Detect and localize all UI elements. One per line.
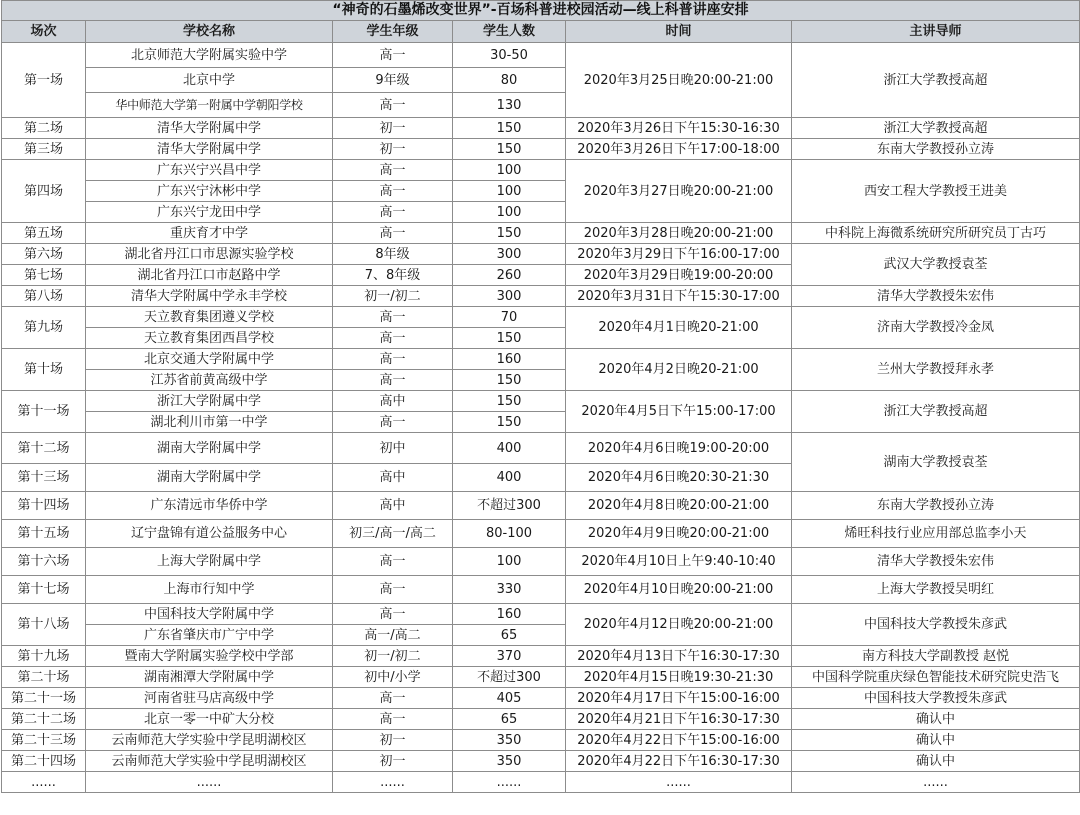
school-name: 天立教育集团遵义学校 xyxy=(86,307,333,328)
table-row xyxy=(2,751,1080,772)
speaker-name: 武汉大学教授袁荃 xyxy=(792,244,1080,286)
table-row xyxy=(2,604,1080,625)
school-name: 云南师范大学实验中学昆明湖校区 xyxy=(86,751,333,772)
student-grade: ...... xyxy=(333,772,453,793)
speaker-name: 湖南大学教授袁荃 xyxy=(792,433,1080,492)
speaker-name: 浙江大学教授高超 xyxy=(792,391,1080,433)
session-name: 第十七场 xyxy=(2,576,86,604)
session-time: 2020年4月6日晚20:30-21:30 xyxy=(566,464,792,492)
table-row xyxy=(2,391,1080,412)
school-name: 广东兴宁龙田中学 xyxy=(86,202,333,223)
session-name: 第九场 xyxy=(2,307,86,349)
speaker-name: 清华大学教授朱宏伟 xyxy=(792,548,1080,576)
table-row xyxy=(2,139,1080,160)
table-row xyxy=(2,688,1080,709)
student-count: 370 xyxy=(453,646,566,667)
student-count: 300 xyxy=(453,286,566,307)
student-grade: 7、8年级 xyxy=(333,265,453,286)
session-time: 2020年4月2日晚20-21:00 xyxy=(566,349,792,391)
session-time: 2020年4月1日晚20-21:00 xyxy=(566,307,792,349)
student-count: 160 xyxy=(453,349,566,370)
school-name: 湖北省丹江口市思源实验学校 xyxy=(86,244,333,265)
session-time: 2020年4月17日下午15:00-16:00 xyxy=(566,688,792,709)
column-header-count: 学生人数 xyxy=(453,21,566,43)
student-count: 350 xyxy=(453,751,566,772)
session-name: 第十四场 xyxy=(2,492,86,520)
table-row xyxy=(2,286,1080,307)
speaker-name: 中国科技大学教授朱彦武 xyxy=(792,688,1080,709)
session-time: 2020年3月26日下午15:30-16:30 xyxy=(566,118,792,139)
session-name: 第十六场 xyxy=(2,548,86,576)
school-name: 浙江大学附属中学 xyxy=(86,391,333,412)
speaker-name: 浙江大学教授高超 xyxy=(792,43,1080,118)
school-name: 湖南湘潭大学附属中学 xyxy=(86,667,333,688)
school-name: 广东兴宁兴昌中学 xyxy=(86,160,333,181)
school-name: 湖北省丹江口市赵路中学 xyxy=(86,265,333,286)
student-count: 400 xyxy=(453,464,566,492)
session-time: 2020年3月29日下午16:00-17:00 xyxy=(566,244,792,265)
session-time: 2020年3月26日下午17:00-18:00 xyxy=(566,139,792,160)
student-grade: 高一 xyxy=(333,688,453,709)
student-count: 330 xyxy=(453,576,566,604)
session-time: 2020年4月10日晚20:00-21:00 xyxy=(566,576,792,604)
column-header-time: 时间 xyxy=(566,21,792,43)
school-name: 清华大学附属中学 xyxy=(86,118,333,139)
student-count: 70 xyxy=(453,307,566,328)
column-header-school: 学校名称 xyxy=(86,21,333,43)
table-row xyxy=(2,667,1080,688)
session-name: 第二场 xyxy=(2,118,86,139)
page-title: “神奇的石墨烯改变世界”-百场科普进校园活动—线上科普讲座安排 xyxy=(2,1,1080,21)
table-row xyxy=(2,772,1080,793)
student-grade: 初三/高一/高二 xyxy=(333,520,453,548)
session-name: 第十三场 xyxy=(2,464,86,492)
speaker-name: 确认中 xyxy=(792,709,1080,730)
student-count: 130 xyxy=(453,93,566,118)
student-grade: 高一 xyxy=(333,604,453,625)
student-grade: 高一 xyxy=(333,349,453,370)
student-count: 100 xyxy=(453,160,566,181)
table-row xyxy=(2,349,1080,370)
student-grade: 初一 xyxy=(333,730,453,751)
school-name: 北京师范大学附属实验中学 xyxy=(86,43,333,68)
speaker-name: 济南大学教授冷金凤 xyxy=(792,307,1080,349)
student-grade: 高一 xyxy=(333,93,453,118)
table-row xyxy=(2,730,1080,751)
session-name: 第五场 xyxy=(2,223,86,244)
school-name: 江苏省前黄高级中学 xyxy=(86,370,333,391)
school-name: 辽宁盘锦有道公益服务中心 xyxy=(86,520,333,548)
student-count: 150 xyxy=(453,118,566,139)
student-count: ...... xyxy=(453,772,566,793)
student-grade: 初一/初二 xyxy=(333,286,453,307)
session-name: ...... xyxy=(2,772,86,793)
school-name: 华中师范大学第一附属中学朝阳学校 xyxy=(86,93,333,118)
column-header-speaker: 主讲导师 xyxy=(792,21,1080,43)
session-name: 第十九场 xyxy=(2,646,86,667)
school-name: 北京中学 xyxy=(86,68,333,93)
student-count: 100 xyxy=(453,202,566,223)
school-name: 广东兴宁沐彬中学 xyxy=(86,181,333,202)
student-count: 150 xyxy=(453,370,566,391)
session-time: 2020年4月21日下午16:30-17:30 xyxy=(566,709,792,730)
speaker-name: 清华大学教授朱宏伟 xyxy=(792,286,1080,307)
student-count: 100 xyxy=(453,548,566,576)
student-count: 150 xyxy=(453,139,566,160)
column-header-session: 场次 xyxy=(2,21,86,43)
student-count: 100 xyxy=(453,181,566,202)
school-name: 北京交通大学附属中学 xyxy=(86,349,333,370)
student-grade: 9年级 xyxy=(333,68,453,93)
student-grade: 初中/小学 xyxy=(333,667,453,688)
student-grade: 初一/初二 xyxy=(333,646,453,667)
session-name: 第十场 xyxy=(2,349,86,391)
session-time: 2020年4月15日晚19:30-21:30 xyxy=(566,667,792,688)
table-row xyxy=(2,520,1080,548)
school-name: 湖北利川市第一中学 xyxy=(86,412,333,433)
table-row xyxy=(2,244,1080,265)
student-grade: 初一 xyxy=(333,118,453,139)
student-grade: 高一 xyxy=(333,370,453,391)
speaker-name: 兰州大学教授拜永孝 xyxy=(792,349,1080,391)
session-name: 第二十一场 xyxy=(2,688,86,709)
student-count: 150 xyxy=(453,412,566,433)
session-time: 2020年4月5日下午15:00-17:00 xyxy=(566,391,792,433)
session-time: 2020年4月22日下午16:30-17:30 xyxy=(566,751,792,772)
student-grade: 高一 xyxy=(333,181,453,202)
student-grade: 高中 xyxy=(333,391,453,412)
table-row xyxy=(2,160,1080,181)
session-name: 第三场 xyxy=(2,139,86,160)
session-name: 第十一场 xyxy=(2,391,86,433)
student-grade: 高一/高二 xyxy=(333,625,453,646)
table-row xyxy=(2,433,1080,464)
speaker-name: 东南大学教授孙立涛 xyxy=(792,139,1080,160)
session-name: 第二十四场 xyxy=(2,751,86,772)
session-time: 2020年3月29日晚19:00-20:00 xyxy=(566,265,792,286)
table-row xyxy=(2,576,1080,604)
session-time: 2020年4月22日下午15:00-16:00 xyxy=(566,730,792,751)
speaker-name: 中科院上海微系统研究所研究员丁古巧 xyxy=(792,223,1080,244)
session-name: 第二十二场 xyxy=(2,709,86,730)
school-name: 暨南大学附属实验学校中学部 xyxy=(86,646,333,667)
school-name: 清华大学附属中学 xyxy=(86,139,333,160)
school-name: 上海大学附属中学 xyxy=(86,548,333,576)
session-time: 2020年3月28日晚20:00-21:00 xyxy=(566,223,792,244)
student-count: 80 xyxy=(453,68,566,93)
session-time: 2020年4月8日晚20:00-21:00 xyxy=(566,492,792,520)
session-time: 2020年3月27日晚20:00-21:00 xyxy=(566,160,792,223)
table-row xyxy=(2,307,1080,328)
speaker-name: 确认中 xyxy=(792,751,1080,772)
session-time: 2020年4月9日晚20:00-21:00 xyxy=(566,520,792,548)
table-row xyxy=(2,709,1080,730)
student-grade: 8年级 xyxy=(333,244,453,265)
session-name: 第十八场 xyxy=(2,604,86,646)
student-count: 300 xyxy=(453,244,566,265)
speaker-name: 确认中 xyxy=(792,730,1080,751)
student-grade: 高中 xyxy=(333,464,453,492)
session-name: 第一场 xyxy=(2,43,86,118)
student-count: 160 xyxy=(453,604,566,625)
speaker-name: 中国科学院重庆绿色智能技术研究院史浩飞 xyxy=(792,667,1080,688)
session-name: 第七场 xyxy=(2,265,86,286)
speaker-name: 西安工程大学教授王进美 xyxy=(792,160,1080,223)
student-count: 350 xyxy=(453,730,566,751)
session-name: 第二十场 xyxy=(2,667,86,688)
table-row xyxy=(2,646,1080,667)
session-time: 2020年4月6日晚19:00-20:00 xyxy=(566,433,792,464)
school-name: 天立教育集团西昌学校 xyxy=(86,328,333,349)
table-row xyxy=(2,43,1080,68)
speaker-name: 烯旺科技行业应用部总监李小天 xyxy=(792,520,1080,548)
student-count: 150 xyxy=(453,391,566,412)
session-name: 第十二场 xyxy=(2,433,86,464)
student-grade: 高一 xyxy=(333,202,453,223)
student-count: 65 xyxy=(453,625,566,646)
table-row xyxy=(2,492,1080,520)
session-name: 第四场 xyxy=(2,160,86,223)
table-row xyxy=(2,548,1080,576)
school-name: 广东清远市华侨中学 xyxy=(86,492,333,520)
session-time: ...... xyxy=(566,772,792,793)
student-count: 30-50 xyxy=(453,43,566,68)
speaker-name: 中国科技大学教授朱彦武 xyxy=(792,604,1080,646)
session-time: 2020年3月25日晚20:00-21:00 xyxy=(566,43,792,118)
school-name: 北京一零一中矿大分校 xyxy=(86,709,333,730)
session-name: 第二十三场 xyxy=(2,730,86,751)
school-name: 中国科技大学附属中学 xyxy=(86,604,333,625)
speaker-name: 上海大学教授吴明红 xyxy=(792,576,1080,604)
student-count: 405 xyxy=(453,688,566,709)
student-count: 不超过300 xyxy=(453,667,566,688)
student-grade: 高一 xyxy=(333,307,453,328)
student-grade: 初一 xyxy=(333,139,453,160)
session-name: 第十五场 xyxy=(2,520,86,548)
school-name: 上海市行知中学 xyxy=(86,576,333,604)
speaker-name: 浙江大学教授高超 xyxy=(792,118,1080,139)
school-name: 广东省肇庆市广宁中学 xyxy=(86,625,333,646)
student-grade: 高一 xyxy=(333,576,453,604)
student-count: 65 xyxy=(453,709,566,730)
school-name: 清华大学附属中学永丰学校 xyxy=(86,286,333,307)
student-grade: 初一 xyxy=(333,751,453,772)
school-name: 云南师范大学实验中学昆明湖校区 xyxy=(86,730,333,751)
session-time: 2020年3月31日下午15:30-17:00 xyxy=(566,286,792,307)
student-count: 不超过300 xyxy=(453,492,566,520)
session-time: 2020年4月12日晚20:00-21:00 xyxy=(566,604,792,646)
school-name: 湖南大学附属中学 xyxy=(86,464,333,492)
session-time: 2020年4月10日上午9:40-10:40 xyxy=(566,548,792,576)
student-count: 400 xyxy=(453,433,566,464)
student-grade: 高一 xyxy=(333,412,453,433)
session-name: 第六场 xyxy=(2,244,86,265)
table-row xyxy=(2,223,1080,244)
student-grade: 高中 xyxy=(333,492,453,520)
school-name: ...... xyxy=(86,772,333,793)
student-count: 260 xyxy=(453,265,566,286)
column-header-grade: 学生年级 xyxy=(333,21,453,43)
school-name: 重庆育才中学 xyxy=(86,223,333,244)
session-name: 第八场 xyxy=(2,286,86,307)
student-grade: 高一 xyxy=(333,328,453,349)
speaker-name: 东南大学教授孙立涛 xyxy=(792,492,1080,520)
student-grade: 高一 xyxy=(333,548,453,576)
student-count: 150 xyxy=(453,328,566,349)
student-grade: 高一 xyxy=(333,160,453,181)
student-count: 80-100 xyxy=(453,520,566,548)
table-row xyxy=(2,118,1080,139)
speaker-name: ...... xyxy=(792,772,1080,793)
speaker-name: 南方科技大学副教授 赵悦 xyxy=(792,646,1080,667)
student-grade: 初中 xyxy=(333,433,453,464)
schedule-table xyxy=(1,0,1080,793)
student-grade: 高一 xyxy=(333,43,453,68)
student-count: 150 xyxy=(453,223,566,244)
school-name: 湖南大学附属中学 xyxy=(86,433,333,464)
student-grade: 高一 xyxy=(333,223,453,244)
session-time: 2020年4月13日下午16:30-17:30 xyxy=(566,646,792,667)
student-grade: 高一 xyxy=(333,709,453,730)
school-name: 河南省驻马店高级中学 xyxy=(86,688,333,709)
